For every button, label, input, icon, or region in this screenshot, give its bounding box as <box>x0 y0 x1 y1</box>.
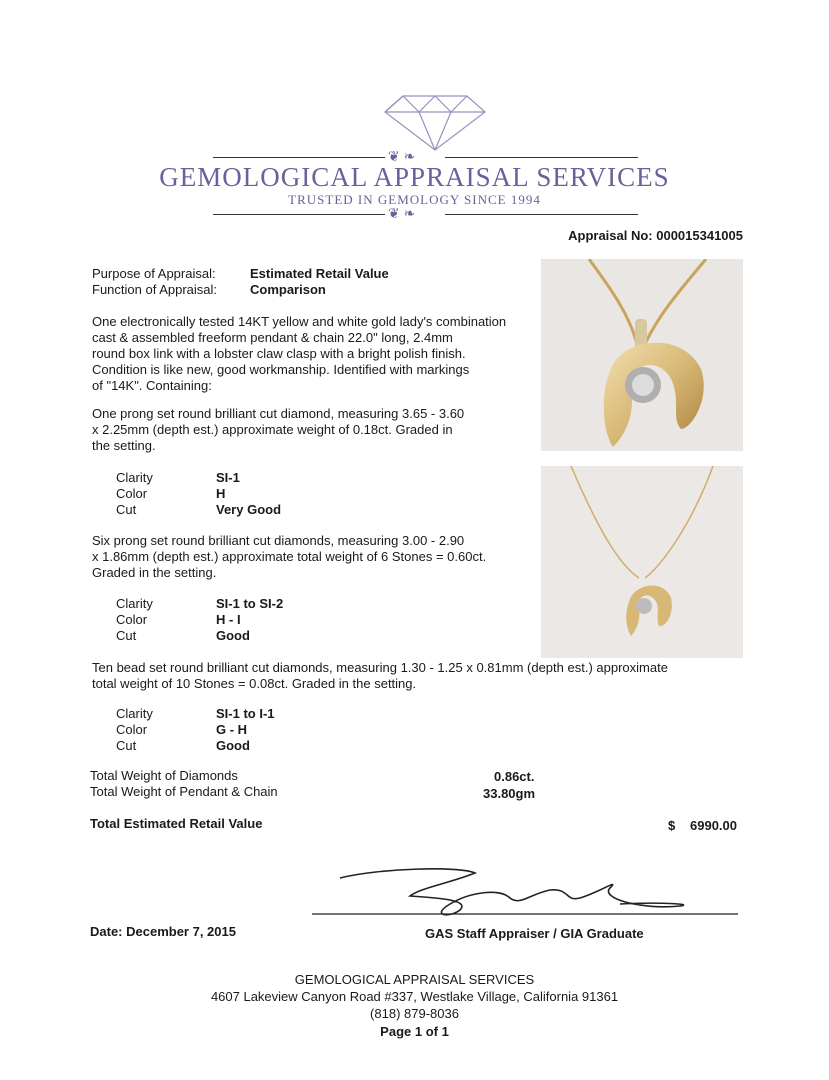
total-diamonds-value: 0.86ct. <box>494 769 535 784</box>
stone-text-line: One prong set round brilliant cut diamond, measuring 3.65 - 3.60 <box>92 406 465 421</box>
appraiser-title: GAS Staff Appraiser / GIA Graduate <box>425 926 644 941</box>
stone-text-line: the setting. <box>92 438 156 453</box>
stone-text-line: Graded in the setting. <box>92 565 217 580</box>
stone-3-clarity-label: Clarity <box>116 706 153 721</box>
purpose-value: Estimated Retail Value <box>250 266 389 281</box>
total-pendant-label: Total Weight of Pendant & Chain <box>90 784 278 799</box>
footer-company-name: GEMOLOGICAL APPRAISAL SERVICES <box>294 972 535 987</box>
stone-2-cut-value: Good <box>216 628 250 643</box>
description-line: One electronically tested 14KT yellow and white gold lady's combination <box>92 314 507 329</box>
stone-2-color-value: H - I <box>216 612 241 627</box>
stone-text-line: x 1.86mm (depth est.) approximate total weight of 6 Stones = 0.60ct. <box>92 549 487 564</box>
logo-rule-top-left <box>213 157 385 158</box>
stone-1-color-label: Color <box>116 486 148 501</box>
stone-3-description <box>92 660 732 692</box>
logo-rule-bottom-right <box>445 214 638 215</box>
stone-1-description <box>92 406 542 454</box>
purpose-label: Purpose of Appraisal: <box>92 266 216 281</box>
logo-rule-bottom-left <box>213 214 385 215</box>
currency-symbol: $ <box>668 818 676 833</box>
total-retail-label: Total Estimated Retail Value <box>90 816 263 831</box>
logo-rule-top-right <box>445 157 638 158</box>
total-diamonds-label: Total Weight of Diamonds <box>90 768 238 783</box>
stone-text-line: Ten bead set round brilliant cut diamonds, measuring 1.30 - 1.25 x 0.81mm (depth est.) approximate <box>92 660 668 675</box>
pendant-closeup-image <box>541 259 743 451</box>
item-description <box>92 314 542 394</box>
function-value: Comparison <box>250 282 326 297</box>
function-label: Function of Appraisal: <box>92 282 218 297</box>
stone-1-color-value: H <box>216 486 226 501</box>
stone-1-cut-value: Very Good <box>216 502 282 517</box>
appraiser-signature-icon <box>300 858 745 922</box>
appraisal-date: Date: December 7, 2015 <box>90 924 236 939</box>
stone-2-clarity-label: Clarity <box>116 596 153 611</box>
stone-2-cut-label: Cut <box>116 628 137 643</box>
total-retail-value: 6990.00 <box>690 818 737 833</box>
stone-text-line: total weight of 10 Stones = 0.08ct. Graded in the setting. <box>92 676 417 691</box>
description-line: round box link with a lobster claw clasp with a bright polish finish. <box>92 346 466 361</box>
scroll-ornament-bottom-icon: ❦ ❧ <box>388 205 416 221</box>
pendant-on-neck-image <box>541 466 743 658</box>
appraisal-number: Appraisal No: 000015341005 <box>568 228 743 243</box>
stone-3-cut-value: Good <box>216 738 250 753</box>
stone-1-cut-label: Cut <box>116 502 137 517</box>
pendant-on-neck-photo <box>541 466 743 658</box>
footer-phone: (818) 879-8036 <box>370 1006 459 1021</box>
stone-1-clarity-label: Clarity <box>116 470 153 485</box>
description-line: Condition is like new, good workmanship. Identified with markings <box>92 362 470 377</box>
description-line: of "14K". Containing: <box>92 378 212 393</box>
total-pendant-value: 33.80gm <box>483 786 536 801</box>
stone-3-clarity-value: SI-1 to I-1 <box>216 706 275 721</box>
stone-1-clarity-value: SI-1 <box>216 470 240 485</box>
stone-2-description <box>92 533 542 581</box>
stone-2-clarity-value: SI-1 to SI-2 <box>216 596 284 611</box>
stone-3-cut-label: Cut <box>116 738 137 753</box>
scroll-ornament-top-icon: ❦ ❧ <box>388 148 416 164</box>
diamond-logo-icon <box>383 94 487 152</box>
pendant-closeup-photo <box>541 259 743 451</box>
stone-3-color-value: G - H <box>216 722 248 737</box>
stone-text-line: Six prong set round brilliant cut diamonds, measuring 3.00 - 2.90 <box>92 533 465 548</box>
company-name-logo: GEMOLOGICAL APPRAISAL SERVICES <box>159 162 670 192</box>
footer-address: 4607 Lakeview Canyon Road #337, Westlake Village, California 91361 <box>210 989 619 1004</box>
stone-text-line: x 2.25mm (depth est.) approximate weight of 0.18ct. Graded in <box>92 422 453 437</box>
description-line: cast & assembled freeform pendant & chain 22.0" long, 2.4mm <box>92 330 453 345</box>
stone-2-color-label: Color <box>116 612 148 627</box>
company-tagline: TRUSTED IN GEMOLOGY SINCE 1994 <box>288 192 541 207</box>
stone-3-color-label: Color <box>116 722 148 737</box>
page-number: Page 1 of 1 <box>380 1024 449 1039</box>
